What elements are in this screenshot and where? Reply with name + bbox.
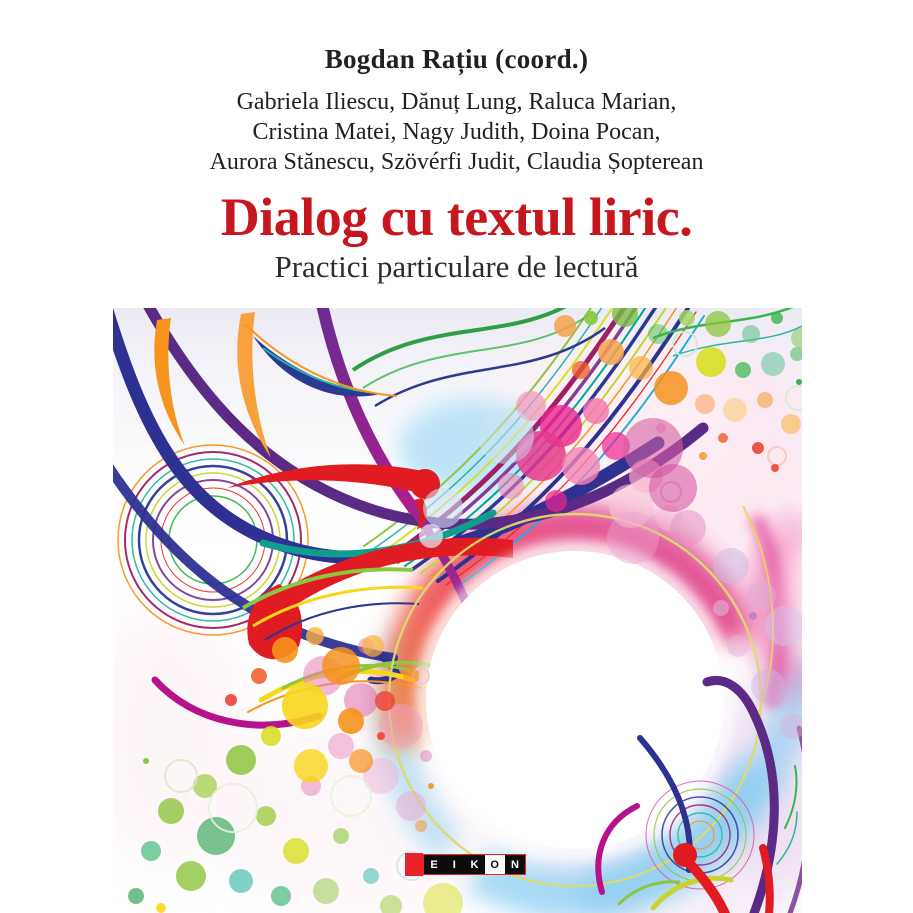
publisher-logo-eikon [405,853,526,876]
logo-letter-i: I [452,858,456,871]
book-subtitle: Practici particulare de lectură [274,249,639,284]
contributors-line-3: Aurora Stănescu, Szövérfi Judit, Claudia Șopterean [209,149,704,175]
logo-letter-n: N [510,858,519,871]
contributors-line-2: Cristina Matei, Nagy Judith, Doina Pocan, [252,119,661,145]
logo-red-square [405,853,423,876]
logo-bar [423,854,526,875]
contributors-line-1: Gabriela Iliescu, Dănuț Lung, Raluca Marian, [236,89,677,115]
logo-letter-k: K [470,858,479,871]
logo-letter-e: E [430,858,438,871]
book-title: Dialog cu textul liric. [220,187,693,247]
coordinator-name: Bogdan Rațiu (coord.) [324,44,589,74]
contributors-list [0,87,913,177]
logo-letter-o: O [485,855,505,874]
swirl-illustration [113,308,802,913]
cover-artwork [113,308,802,913]
